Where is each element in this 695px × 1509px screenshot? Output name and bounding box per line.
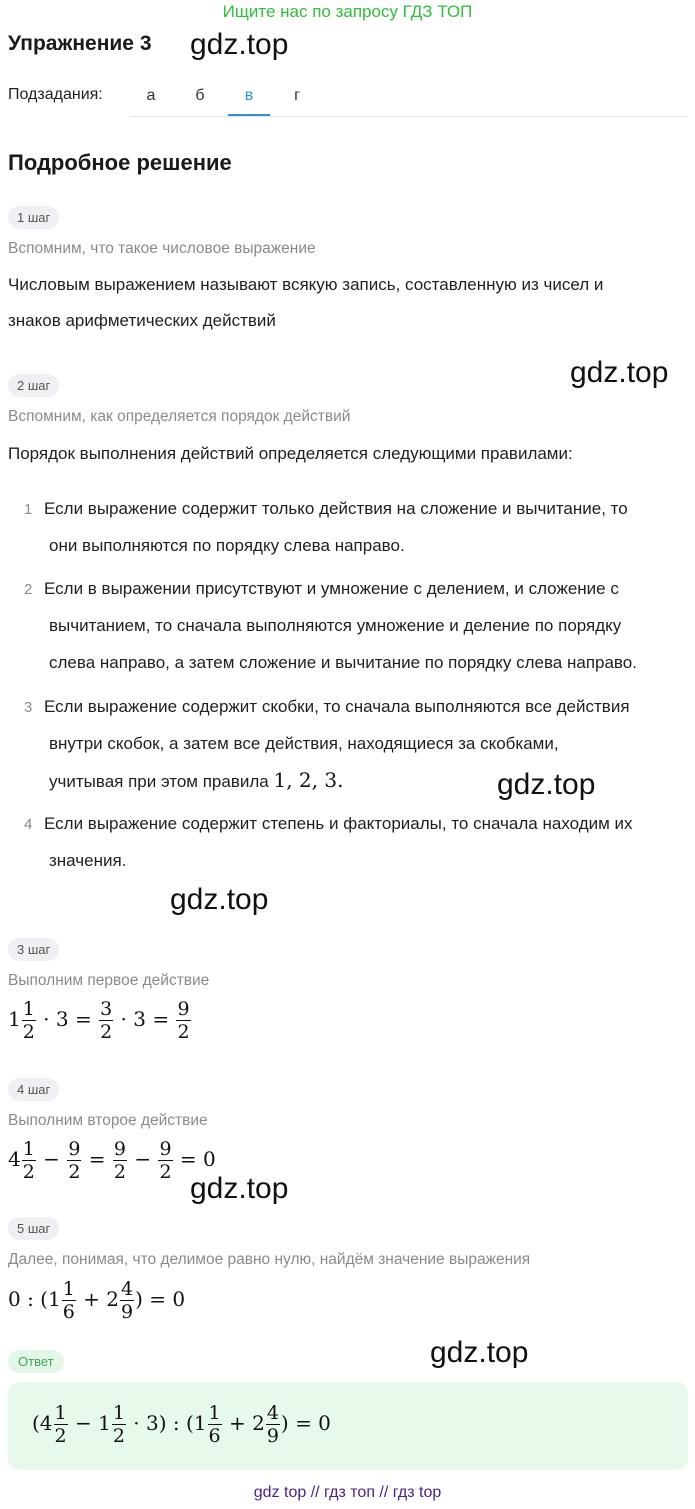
step-badge-4: 4 шаг	[8, 1078, 59, 1101]
watermark: gdz.top	[170, 883, 269, 916]
step-badge-5: 5 шаг	[8, 1217, 59, 1240]
text-line: учитывая при этом правила	[49, 772, 269, 791]
text-line: вычитанием, то сначала выполняются умножение и деление по порядку	[49, 616, 622, 635]
text-line: Числовым выражением называют всякую запись, составленную из чисел и	[8, 275, 604, 294]
watermark: gdz.top	[190, 1172, 289, 1205]
watermark: gdz.top	[497, 768, 596, 801]
text-line: они выполняются по порядку слева направо.	[49, 536, 405, 555]
rule-number: 4	[24, 816, 33, 833]
watermark: gdz.top	[430, 1336, 529, 1369]
tab-a[interactable]: а	[146, 87, 156, 104]
tab-b[interactable]: б	[195, 87, 205, 104]
step-badge-3: 3 шаг	[8, 938, 59, 961]
footer-links[interactable]: gdz top // гдз топ // гдз top	[253, 1484, 442, 1501]
rule-number: 3	[24, 699, 33, 716]
rule-1	[44, 490, 684, 564]
step-badge-2: 2 шаг	[8, 374, 59, 397]
text-line: знаков арифметических действий	[8, 311, 276, 330]
rule-2	[44, 570, 684, 681]
page-title: Упражнение 3	[8, 32, 152, 55]
step-hint-1: Вспомним, что такое числовое выражение	[8, 240, 316, 257]
watermark: gdz.top	[570, 356, 669, 389]
step-badge-1: 1 шаг	[8, 206, 59, 229]
text-line: Если выражение содержит скобки, то сначала выполняются все действия	[44, 697, 630, 716]
formula-step-5: 0 : (1 $\frac{1}{6}$ + 2 $\frac{4}{9}$ ) = 0	[8, 1278, 186, 1323]
step-hint-5: Далее, понимая, что делимое равно нулю, найдём значение выражения	[8, 1251, 531, 1268]
text-line: значения.	[49, 851, 127, 870]
rule-number: 1	[24, 501, 33, 518]
step-hint-4: Выполним второе действие	[8, 1112, 208, 1129]
formula-step-3: 1 $\frac{1}{2}$ · 3 = $\frac{3}{2}$ · 3 = $\frac{9}{2}$	[8, 998, 190, 1043]
rule-4	[44, 805, 684, 879]
search-banner[interactable]: Ищите нас по запросу ГДЗ ТОП	[222, 2, 473, 21]
answer-formula: (4 $\frac{1}{2}$ − 1 $\frac{1}{2}$ · 3) : (1 $\frac{1}{6}$ + 2 $\frac{4}{9}$ ) = 0	[32, 1402, 331, 1447]
rule-refs: 1, 2, 3.	[273, 768, 344, 792]
answer-box	[8, 1382, 688, 1470]
tab-v[interactable]: в	[228, 78, 270, 116]
watermark: gdz.top	[190, 28, 289, 61]
text-line: Если выражение содержит только действия на сложение и вычитание, то	[44, 499, 628, 518]
step-hint-2: Вспомним, как определяется порядок действий	[8, 408, 351, 425]
step-text-1	[8, 267, 603, 339]
text-line: Если выражение содержит степень и факториалы, то сначала находим их	[44, 814, 633, 833]
subtasks-label: Подзадания:	[8, 86, 103, 103]
answer-badge: Ответ	[8, 1350, 64, 1373]
section-title: Подробное решение	[8, 150, 232, 175]
step-hint-3: Выполним первое действие	[8, 972, 210, 989]
text-line: внутри скобок, а затем все действия, находящиеся за скобками,	[49, 734, 559, 753]
text-line: Если в выражении присутствуют и умножение с делением, и сложение с	[44, 579, 619, 598]
tab-g[interactable]: г	[294, 87, 300, 104]
subtasks-tabs	[130, 78, 687, 117]
rule-number: 2	[24, 581, 33, 598]
text-line: слева направо, а затем сложение и вычитание по порядку слева направо.	[49, 653, 637, 672]
formula-step-4: 4 $\frac{1}{2}$ − $\frac{9}{2}$ = $\frac{9}{2}$ − $\frac{9}{2}$ = 0	[8, 1138, 216, 1183]
step-intro-2: Порядок выполнения действий определяется следующими правилами:	[8, 444, 573, 463]
